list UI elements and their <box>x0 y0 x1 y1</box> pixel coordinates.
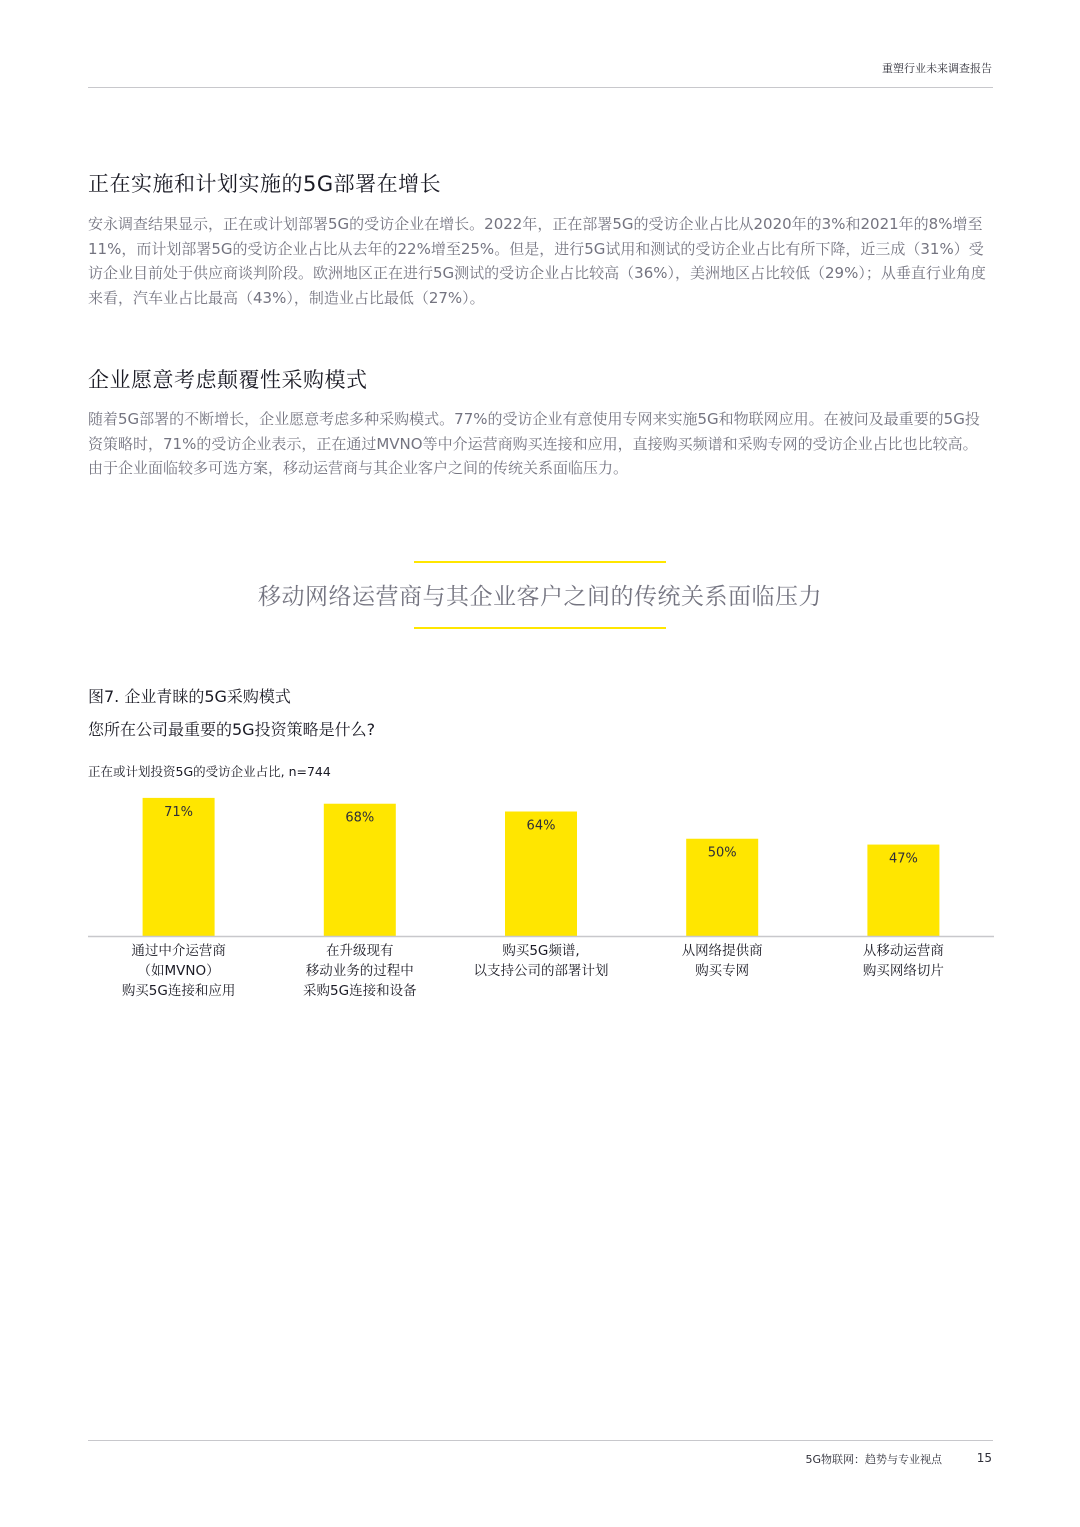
category-label: 在升级现有 <box>326 943 394 959</box>
bar-value-label: 50% <box>707 845 737 861</box>
bar-value-label: 47% <box>888 851 918 867</box>
category-label: 购买5G连接和应用 <box>121 983 236 999</box>
pull-quote-top-line <box>414 561 666 563</box>
footer-text: 5G物联网：趋势与专业视点 <box>805 1453 942 1466</box>
section1-heading: 正在实施和计划实施的5G部署在增长 <box>88 172 442 196</box>
category-label: 通过中介运营商 <box>131 943 226 959</box>
header-rule <box>88 87 993 88</box>
category-label: 购买网络切片 <box>862 963 944 979</box>
category-label: 以支持公司的部署计划 <box>473 963 609 979</box>
footer-rule <box>88 1440 993 1441</box>
pull-quote: 移动网络运营商与其企业客户之间的传统关系面临压力 <box>258 584 822 610</box>
bar-chart <box>88 780 994 1010</box>
category-label: 购买专网 <box>695 963 750 979</box>
bar-value-label: 71% <box>164 804 194 820</box>
header-title: 重塑行业未来调查报告 <box>882 62 992 75</box>
bar-value-label: 68% <box>345 810 375 826</box>
category-label: 采购5G连接和设备 <box>303 983 417 999</box>
section2-body: 随着5G部署的不断增长，企业愿意考虑多种采购模式。77%的受访企业有意使用专网来实施5G和物联网应用。在被问及最重要的5G投资策略时，71%的受访企业表示，正在通过MVNO等中介运营商购买连接和应用，直接购买频谱和采购专网的受访企业占比也比较高。由于企业面临较多可选方案，移动运营商与其企业客户之间的传统关系面临压力。 <box>88 410 980 477</box>
category-label: 从网络提供商 <box>681 943 763 959</box>
category-label: （如MVNO） <box>137 963 220 979</box>
page-number: 15 <box>976 1451 992 1465</box>
figure-title: 图7. 企业青睐的5G采购模式 <box>88 687 291 706</box>
category-label: 购买5G频谱, <box>502 943 580 959</box>
figure-subtitle: 您所在公司最重要的5G投资策略是什么? <box>88 720 376 739</box>
pull-quote-bottom-line <box>414 627 666 629</box>
section2-heading: 企业愿意考虑颠覆性采购模式 <box>88 368 368 392</box>
category-label: 从移动运营商 <box>862 943 944 959</box>
category-label: 移动业务的过程中 <box>305 963 414 979</box>
bar-value-label: 64% <box>526 818 556 834</box>
section1-body: 安永调查结果显示，正在或计划部署5G的受访企业在增长。2022年，正在部署5G的受访企业占比从2020年的3%和2021年的8%增至11%，而计划部署5G的受访企业占比从去年的22%增至25%。但是，进行5G试用和测试的受访企业占比有所下降，近三成（31%）受访企业目前处于供应商谈判阶段。欧洲地区正在进行5G测试的受访企业占比较高（36%），美洲地区占比较低（29%）；从垂直行业角度来看，汽车业占比最高（43%），制造业占比最低（27%）。 <box>88 215 986 307</box>
figure-note: 正在或计划投资5G的受访企业占比, n=744 <box>88 764 331 779</box>
